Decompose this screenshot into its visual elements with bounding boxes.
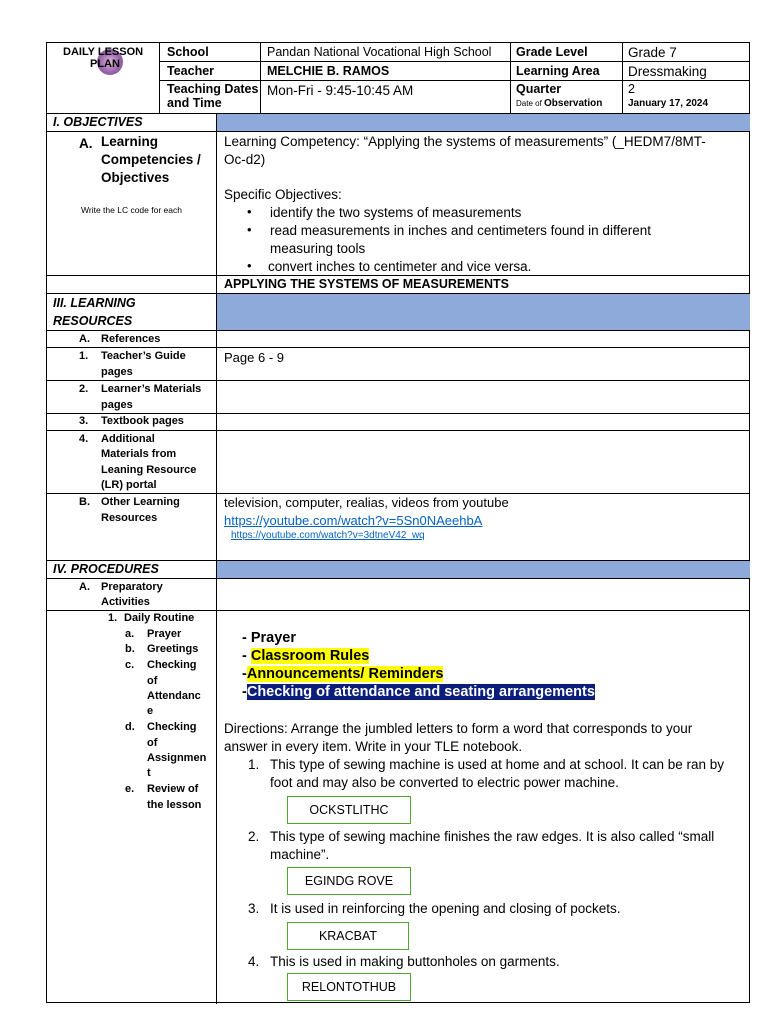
specific-label: Specific Objectives: [224,187,342,202]
q3-num: 3. [248,901,260,916]
q1-line2: foot and may also be converted to electric power machine. [270,775,619,790]
q1-line1: This type of sewing machine is used at home and at school. It can be ran by [270,757,725,772]
col-divider [622,43,623,113]
dates-label-2: and Time [167,96,222,110]
youtube-link-2[interactable]: https://youtube.com/watch?v=3dtneV42_wq [231,530,425,541]
sub-attendance: of [147,675,158,687]
row-line [47,380,750,381]
lc-note: Write the LC code for each [81,205,182,215]
youtube-link-1[interactable]: https://youtube.com/watch?v=5Sn0NAeehbA [224,513,483,528]
jumbled-word-box: KRACBAT [287,922,409,950]
attendance-line: Checking of attendance and seating arrangements [246,684,595,700]
prayer-line: - Prayer [242,630,297,646]
sub-letter: d. [125,721,135,733]
ref-4-num: 4. [79,433,89,445]
school-label: School [167,45,209,59]
routine-label: Daily Routine [124,612,195,624]
col-divider [159,43,160,113]
obj-a-line3: Objectives [101,170,170,185]
procedures-heading: IV. PROCEDURES [53,562,159,576]
obj-a-line2: Competencies / [101,152,201,167]
col-divider [260,43,261,113]
jumbled-word-box: RELONTOTHUB [287,973,411,1001]
proc-a-label-2: Activities [101,596,150,608]
row-line [47,131,750,132]
sub-assignment: Assignmen [147,752,207,764]
resources-heading-1: III. LEARNING [53,296,136,310]
lesson-topic: APPLYING THE SYSTEMS OF MEASUREMENTS [224,277,509,291]
proc-a-num: A. [79,581,90,593]
sub-review: Review of [147,783,199,795]
section-band [217,561,750,578]
jumbled-word-box: EGINDG ROVE [287,867,411,895]
competency-line2: Oc-d2) [224,152,266,167]
obj-a-num: A. [79,136,93,151]
other-resources-value: television, computer, realias, videos from youtube [224,495,509,510]
col-divider [510,43,511,113]
objective-item: identify the two systems of measurements [270,205,522,220]
row-line [47,330,750,331]
grade-value: Grade 7 [628,45,677,60]
sub-greetings: Greetings [147,643,199,655]
ref-a-num: A. [79,333,90,345]
ref-b-num: B. [79,496,90,508]
sub-letter: c. [125,659,135,671]
sub-attendance: Checking [147,659,197,671]
quarter-value: 2 [628,82,635,96]
sub-attendance: Attendanc [147,690,201,702]
routine-num: 1. [108,612,118,624]
ref-2-label-1: Learner’s Materials [101,383,202,395]
rules-dash: - [242,648,251,664]
logo-text-line1: DAILY LESSON [63,46,144,58]
sub-assignment: of [147,737,158,749]
ref-1-label-2: pages [101,366,133,378]
objective-item: read measurements in inches and centimeters found in different [270,223,651,238]
school-value: Pandan National Vocational High School [267,45,492,59]
bullet-icon: • [247,204,252,219]
ref-b-label-1: Other Learning [101,496,180,508]
proc-a-label-1: Preparatory [101,581,163,593]
header-divider [160,61,750,62]
ref-4-label-4: (LR) portal [101,479,157,491]
main-col-divider [216,113,217,1004]
competency-line1: Learning Competency: “Applying the systems of measurements” (_HEDM7/8MT- [224,134,706,149]
ref-4-label-1: Additional [101,433,155,445]
announce-dash: - [242,666,247,682]
row-line [47,275,750,276]
sub-assignment: t [147,767,151,779]
q1-num: 1. [248,757,260,772]
bullet-icon: • [247,222,252,237]
obs-value: January 17, 2024 [628,98,709,109]
announcements-line: Announcements/ Reminders [246,666,444,682]
q2-num: 2. [248,829,260,844]
quarter-label: Quarter [516,82,562,96]
attendance-dash: - [242,684,247,700]
ref-1-value: Page 6 - 9 [224,350,284,365]
classroom-rules-line: Classroom Rules [250,648,370,664]
sub-review: the lesson [147,799,202,811]
obj-a-line1: Learning [101,134,159,149]
area-label: Learning Area [516,64,600,78]
q2-line2: machine”. [270,847,330,862]
directions-line1: Directions: Arrange the jumbled letters to form a word that corresponds to your [224,721,693,736]
teacher-value: MELCHIE B. RAMOS [267,64,390,78]
objective-item-cont: measuring tools [270,241,366,256]
directions-line2: answer in every item. Write in your TLE notebook. [224,739,523,754]
row-line [47,578,750,579]
jumbled-word-box: OCKSTLITHC [287,796,411,824]
sub-letter: a. [125,628,135,640]
section-band [217,294,750,330]
lesson-plan-page [46,42,750,1003]
resources-heading-2: RESOURCES [53,314,133,328]
row-line [47,430,750,431]
logo-text-line2: PLAN [90,58,120,70]
q2-line1: This type of sewing machine finishes the raw edges. It is also called “small [270,829,715,844]
bullet-icon: • [247,258,252,273]
ref-4-label-2: Materials from [101,448,177,460]
sub-letter: e. [125,783,135,795]
ref-4-label-3: Leaning Resource [101,464,197,476]
ref-a-label: References [101,333,161,345]
objective-item: convert inches to centimeter and vice versa. [268,259,532,274]
ref-2-num: 2. [79,383,89,395]
ref-b-label-2: Resources [101,512,158,524]
grade-label: Grade Level [516,45,588,59]
area-value: Dressmaking [628,64,707,79]
objectives-heading: I. OBJECTIVES [53,115,143,129]
sub-prayer: Prayer [147,628,182,640]
header-divider [160,80,750,81]
ref-2-label-2: pages [101,399,133,411]
row-line [47,347,750,348]
row-line [47,493,750,494]
sub-attendance: e [147,705,154,717]
q4-num: 4. [248,954,260,969]
dates-value: Mon-Fri - 9:45-10:45 AM [267,83,414,98]
q3-line1: It is used in reinforcing the opening and closing of pockets. [270,901,621,916]
obs-label-small: Date of [516,99,542,108]
obs-label: Observation [544,98,603,109]
ref-3-label: Textbook pages [101,415,184,427]
ref-1-num: 1. [79,350,89,362]
section-band [217,114,750,131]
sub-letter: b. [125,643,135,655]
dates-label-1: Teaching Dates [167,82,259,96]
ref-3-num: 3. [79,415,89,427]
teacher-label: Teacher [167,64,215,78]
sub-assignment: Checking [147,721,197,733]
q4-line1: This is used in making buttonholes on garments. [270,954,560,969]
ref-1-label-1: Teacher’s Guide [101,350,186,362]
